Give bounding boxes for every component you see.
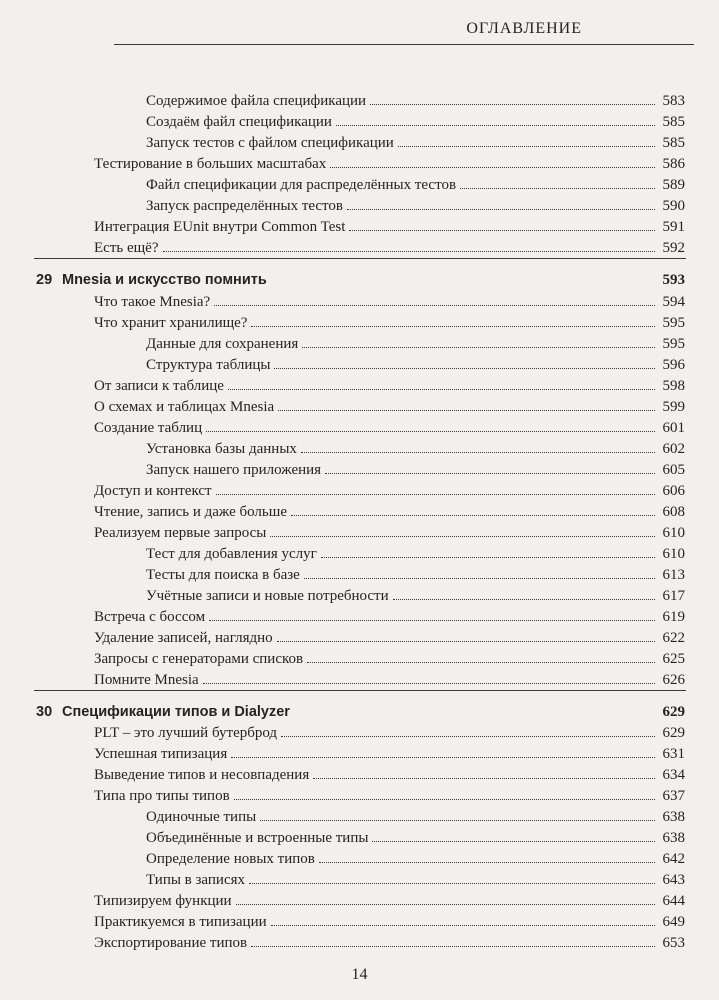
toc-entry-title: Практикуемся в типизации [94, 914, 267, 930]
toc-entry [146, 565, 685, 585]
toc-entry [146, 460, 685, 480]
toc-entry-title: Тесты для поиска в базе [146, 567, 300, 583]
chapter-heading [36, 702, 685, 722]
toc-entry [94, 154, 685, 174]
toc-entry-title: Тестирование в больших масштабах [94, 156, 327, 172]
toc-entry-page: 583 [662, 93, 685, 109]
toc-entry [146, 849, 685, 869]
leader-dots [281, 723, 655, 737]
toc-entry [146, 334, 685, 354]
toc-entry [94, 313, 685, 333]
leader-dots [291, 502, 655, 516]
chapter-divider [34, 690, 686, 691]
leader-dots [209, 607, 655, 621]
leader-dots [325, 460, 655, 474]
leader-dots [270, 523, 655, 537]
toc-entry-title: Помните Mnesia [94, 672, 199, 688]
toc-entry-title: Определение новых типов [146, 851, 315, 867]
toc-entry [146, 807, 685, 827]
page-title: ОГЛАВЛЕНИЕ [466, 20, 582, 37]
toc-entry [94, 744, 685, 764]
toc-entry [94, 502, 685, 522]
leader-dots [370, 91, 655, 105]
toc-entry-title: Запуск нашего приложения [146, 462, 322, 478]
leader-dots [349, 217, 655, 231]
leader-dots [234, 786, 655, 800]
toc-entry-page: 595 [662, 315, 685, 331]
toc-entry [94, 891, 685, 911]
leader-dots [203, 670, 655, 684]
toc-entry-page: 606 [662, 483, 685, 499]
leader-dots [319, 849, 655, 863]
toc-entry-title: Запуск распределённых тестов [146, 198, 343, 214]
toc-entry [94, 649, 685, 669]
leader-dots [216, 481, 655, 495]
leader-dots [304, 565, 655, 579]
toc-entry [94, 418, 685, 438]
toc-entry-page: 649 [662, 914, 685, 930]
toc-entry-page: 585 [662, 114, 685, 130]
toc-entry [146, 355, 685, 375]
toc-entry-page: 601 [662, 420, 685, 436]
leader-dots [228, 376, 655, 390]
header-divider [114, 44, 694, 45]
toc-entry [94, 217, 685, 237]
leader-dots [236, 891, 655, 905]
chapter-title: Спецификации типов и Dialyzer [62, 704, 290, 720]
toc-entry [146, 586, 685, 606]
toc-entry-page: 591 [662, 219, 685, 235]
leader-dots [260, 807, 655, 821]
toc-entry-title: Данные для сохранения [146, 336, 299, 352]
toc-entry [146, 175, 685, 195]
leader-dots [307, 649, 655, 663]
toc-entry-title: Типа про типы типов [94, 788, 230, 804]
toc-entry-title: Интеграция EUnit внутри Common Test [94, 219, 346, 235]
toc-entry [94, 628, 685, 648]
leader-dots [163, 238, 656, 252]
toc-entry [94, 607, 685, 627]
toc-entry-page: 594 [662, 294, 685, 310]
toc-entry-page: 610 [662, 525, 685, 541]
toc-entry-title: От записи к таблице [94, 378, 224, 394]
toc-entry-page: 626 [662, 672, 685, 688]
toc-entry [94, 238, 685, 258]
chapter-number: 30 [36, 704, 53, 720]
toc-entry-title: Что такое Mnesia? [94, 294, 211, 310]
toc-entry-title: Реализуем первые запросы [94, 525, 267, 541]
toc-entry-title: Встреча с боссом [94, 609, 206, 625]
toc-entry-title: Создание таблиц [94, 420, 203, 436]
page-number: 14 [351, 966, 368, 983]
toc-entry-page: 602 [662, 441, 685, 457]
toc-entry-page: 608 [662, 504, 685, 520]
toc-entry-title: Одиночные типы [146, 809, 257, 825]
leader-dots [313, 765, 655, 779]
toc-entry-title: Файл спецификации для распределённых тестов [146, 177, 457, 193]
toc-entry [94, 481, 685, 501]
toc-entry-page: 590 [662, 198, 685, 214]
toc-entry-page: 634 [662, 767, 685, 783]
toc-entry [146, 828, 685, 848]
toc-entry-title: Создаём файл спецификации [146, 114, 332, 130]
toc-entry-page: 586 [662, 156, 685, 172]
toc-entry-page: 644 [662, 893, 685, 909]
toc-entry-title: Доступ и контекст [94, 483, 212, 499]
toc-entry [146, 439, 685, 459]
toc-entry [146, 91, 685, 111]
leader-dots [251, 313, 655, 327]
leader-dots [214, 292, 655, 306]
chapter-page: 593 [662, 272, 685, 288]
toc-entry-title: Есть ещё? [94, 240, 159, 256]
leader-dots [271, 912, 655, 926]
toc-entry [146, 112, 685, 132]
leader-dots [398, 133, 655, 147]
leader-dots [336, 112, 655, 126]
leader-dots [460, 175, 655, 189]
toc-entry-page: 596 [662, 357, 685, 373]
toc-entry-title: О схемах и таблицах Mnesia [94, 399, 275, 415]
chapter-page: 629 [662, 704, 685, 720]
toc-entry-page: 605 [662, 462, 685, 478]
leader-dots [278, 397, 655, 411]
toc-entry-page: 617 [662, 588, 685, 604]
leader-dots [301, 439, 655, 453]
leader-dots [321, 544, 655, 558]
toc-entry-page: 643 [662, 872, 685, 888]
toc-entry-title: Экспортирование типов [94, 935, 248, 951]
leader-dots [393, 586, 655, 600]
toc-entry-page: 653 [662, 935, 685, 951]
chapter-heading [36, 270, 685, 290]
toc-entry-page: 631 [662, 746, 685, 762]
toc-entry-title: Чтение, запись и даже больше [94, 504, 287, 520]
toc-entry [146, 133, 685, 153]
toc-entry [94, 376, 685, 396]
toc-entry [94, 786, 685, 806]
toc-entry-title: Типизируем функции [94, 893, 232, 909]
running-header [114, 20, 694, 38]
toc-entry-page: 625 [662, 651, 685, 667]
leader-dots [231, 744, 655, 758]
toc-entry [94, 933, 685, 953]
toc-entry-title: Объединённые и встроенные типы [146, 830, 369, 846]
toc-entry [94, 523, 685, 543]
chapter-number: 29 [36, 272, 53, 288]
toc-entry-page: 610 [662, 546, 685, 562]
toc-entry [94, 670, 685, 690]
leader-dots [302, 334, 655, 348]
leader-dots [277, 628, 655, 642]
leader-dots [249, 870, 655, 884]
toc-entry [146, 544, 685, 564]
toc-entry-page: 638 [662, 830, 685, 846]
toc-entry-page: 585 [662, 135, 685, 151]
toc-entry [146, 196, 685, 216]
toc-entry [94, 292, 685, 312]
toc-entry-title: Успешная типизация [94, 746, 228, 762]
toc-entry-page: 613 [662, 567, 685, 583]
toc-entry-page: 619 [662, 609, 685, 625]
leader-dots [274, 355, 655, 369]
toc-entry-title: Содержимое файла спецификации [146, 93, 367, 109]
toc-entry-page: 595 [662, 336, 685, 352]
toc-entry [94, 397, 685, 417]
toc-entry-title: Запуск тестов с файлом спецификации [146, 135, 394, 151]
toc-entry-title: Учётные записи и новые потребности [146, 588, 389, 604]
toc-entry [94, 765, 685, 785]
toc-entry-title: Запросы с генераторами списков [94, 651, 304, 667]
leader-dots [206, 418, 655, 432]
toc-entry-page: 592 [662, 240, 685, 256]
toc-entry-title: Что хранит хранилище? [94, 315, 248, 331]
toc-entry-page: 637 [662, 788, 685, 804]
leader-dots [372, 828, 655, 842]
toc-entry-page: 642 [662, 851, 685, 867]
leader-dots [347, 196, 655, 210]
toc-entry [146, 870, 685, 890]
toc-entry [94, 912, 685, 932]
toc-entry-title: Установка базы данных [146, 441, 297, 457]
toc-entry [94, 723, 685, 743]
toc-entry-page: 622 [662, 630, 685, 646]
chapter-title: Mnesia и искусство помнить [62, 272, 267, 288]
toc-entry-page: 599 [662, 399, 685, 415]
toc-entry-title: Структура таблицы [146, 357, 271, 373]
toc-entry-title: Выведение типов и несовпадения [94, 767, 310, 783]
toc-entry-page: 629 [662, 725, 685, 741]
chapter-divider [34, 258, 686, 259]
toc-entry-page: 598 [662, 378, 685, 394]
toc-entry-title: Тест для добавления услуг [146, 546, 317, 562]
toc-entry-page: 589 [662, 177, 685, 193]
toc-entry-page: 638 [662, 809, 685, 825]
toc-entry-title: PLT – это лучший бутерброд [94, 725, 278, 741]
toc-entry-title: Типы в записях [146, 872, 246, 888]
leader-dots [251, 933, 655, 947]
toc-entry-title: Удаление записей, наглядно [94, 630, 273, 646]
leader-dots [330, 154, 655, 168]
